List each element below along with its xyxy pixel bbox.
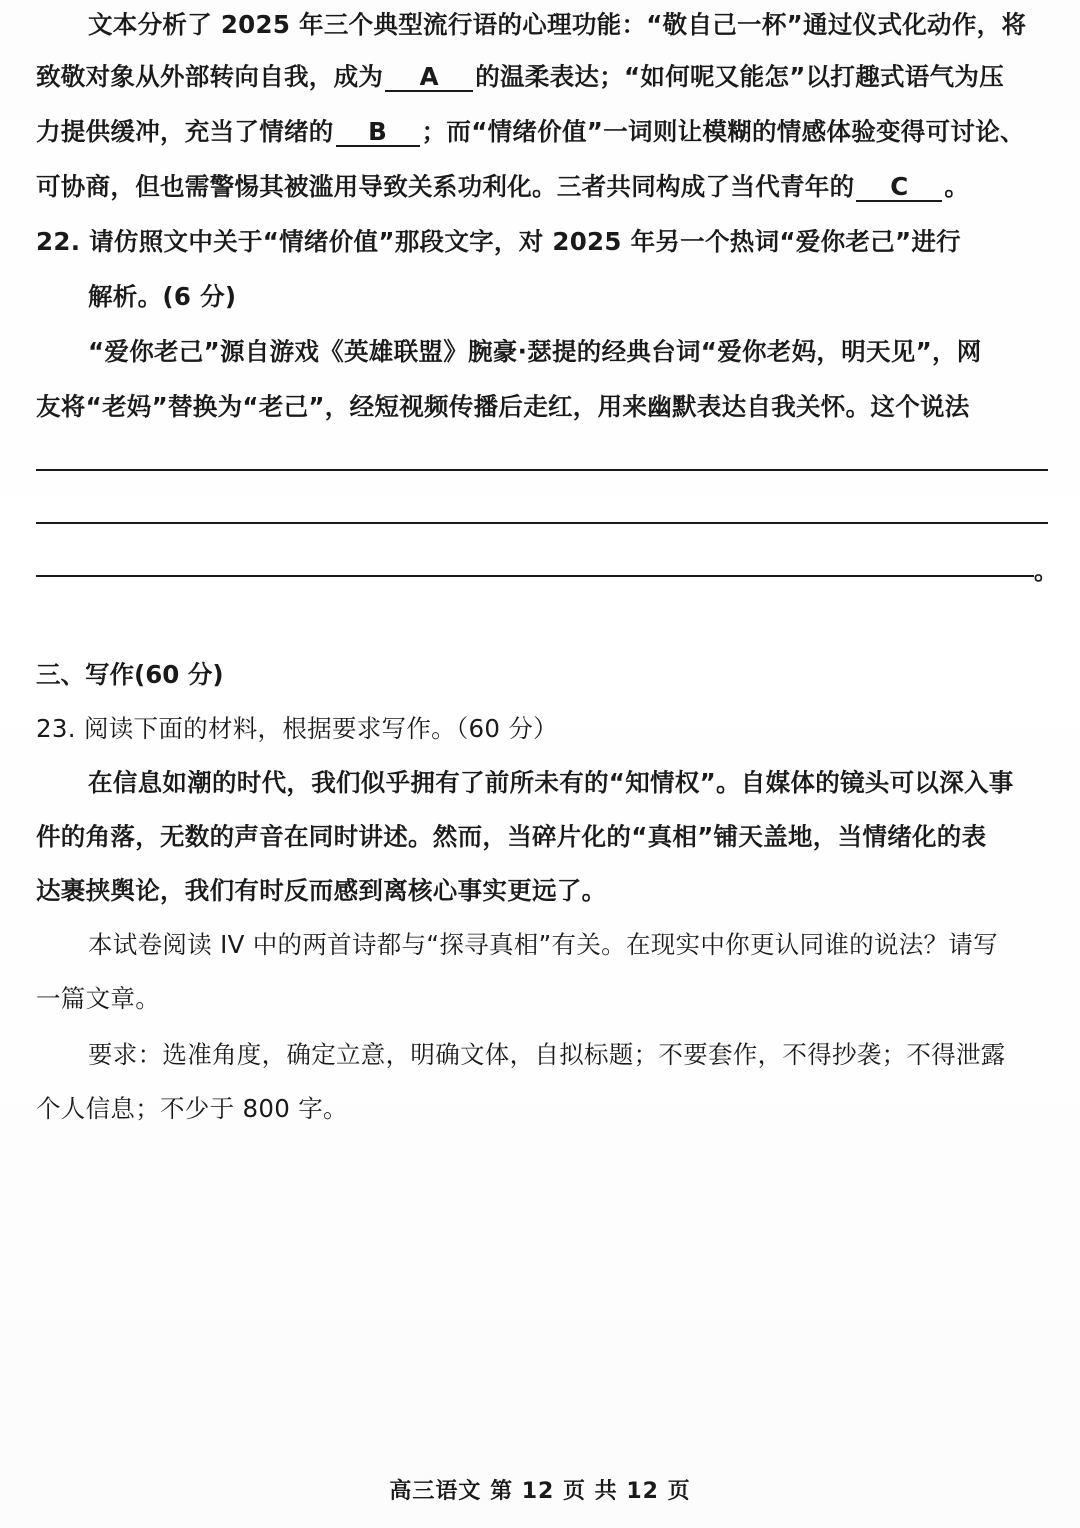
question-23-para1-line-1: 在信息如潮的时代，我们似乎拥有了前所未有的“知情权”。自媒体的镜头可以深入事	[88, 768, 1014, 797]
section-3-title: 三、写作(60 分)	[36, 660, 224, 689]
blank-a: A	[385, 64, 473, 92]
summary-line-4	[36, 172, 1048, 202]
question-23-para2-line-1: 本试卷阅读 IV 中的两首诗都与“探寻真相”有关。在现实中你更认同谁的说法？请写	[88, 930, 998, 959]
summary-line-1: 文本分析了 2025 年三个典型流行语的心理功能：“敬自己一杯”通过仪式化动作，将	[88, 10, 1027, 39]
answer-line-1[interactable]	[36, 469, 1048, 471]
question-23-title: 23. 阅读下面的材料，根据要求写作。（60 分）	[36, 714, 558, 743]
answer-end-mark: 。	[1034, 557, 1058, 585]
question-23-para1-line-2: 件的角落，无数的声音在同时讲述。然而，当碎片化的“真相”铺天盖地，当情绪化的表	[36, 822, 987, 851]
question-23-para2-line-2: 一篇文章。	[36, 984, 160, 1013]
blank-b: B	[336, 119, 420, 147]
summary-line-3-post: ；而“情绪价值”一词则让模糊的情感体验变得可讨论、	[421, 117, 1025, 146]
summary-line-3-pre: 力提供缓冲，充当了情绪的	[36, 117, 334, 146]
question-22-line-1: 22. 请仿照文中关于“情绪价值”那段文字，对 2025 年另一个热词“爱你老己”进行	[36, 227, 961, 256]
question-23-requirements-line-1: 要求：选准角度，确定立意，明确文体，自拟标题；不要套作，不得抄袭；不得泄露	[88, 1040, 1006, 1069]
summary-line-3	[36, 117, 1048, 147]
summary-line-4-post: 。	[944, 172, 970, 201]
question-22-material-line-1: “爱你老己”源自游戏《英雄联盟》腕豪·瑟提的经典台词“爱你老妈，明天见”，网	[88, 337, 982, 366]
question-23-para1-line-3: 达裹挟舆论，我们有时反而感到离核心事实更远了。	[36, 876, 607, 905]
summary-line-2-post: 的温柔表达；“如何呢又能怎”以打趣式语气为压	[475, 62, 1005, 91]
blank-c: C	[856, 174, 942, 202]
summary-line-4-pre: 可协商，但也需警惕其被滥用导致关系功利化。三者共同构成了当代青年的	[36, 172, 855, 201]
summary-line-2	[36, 62, 1048, 92]
answer-line-3[interactable]	[36, 575, 1034, 577]
question-22-material-line-2: 友将“老妈”替换为“老己”，经短视频传播后走红，用来幽默表达自我关怀。这个说法	[36, 392, 970, 421]
summary-line-2-pre: 致敬对象从外部转向自我，成为	[36, 62, 384, 91]
answer-line-2[interactable]	[36, 522, 1048, 524]
question-23-requirements-line-2: 个人信息；不少于 800 字。	[36, 1094, 348, 1123]
question-22-line-2: 解析。(6 分)	[88, 282, 237, 311]
page-footer: 高三语文 第 12 页 共 12 页	[389, 1479, 691, 1504]
